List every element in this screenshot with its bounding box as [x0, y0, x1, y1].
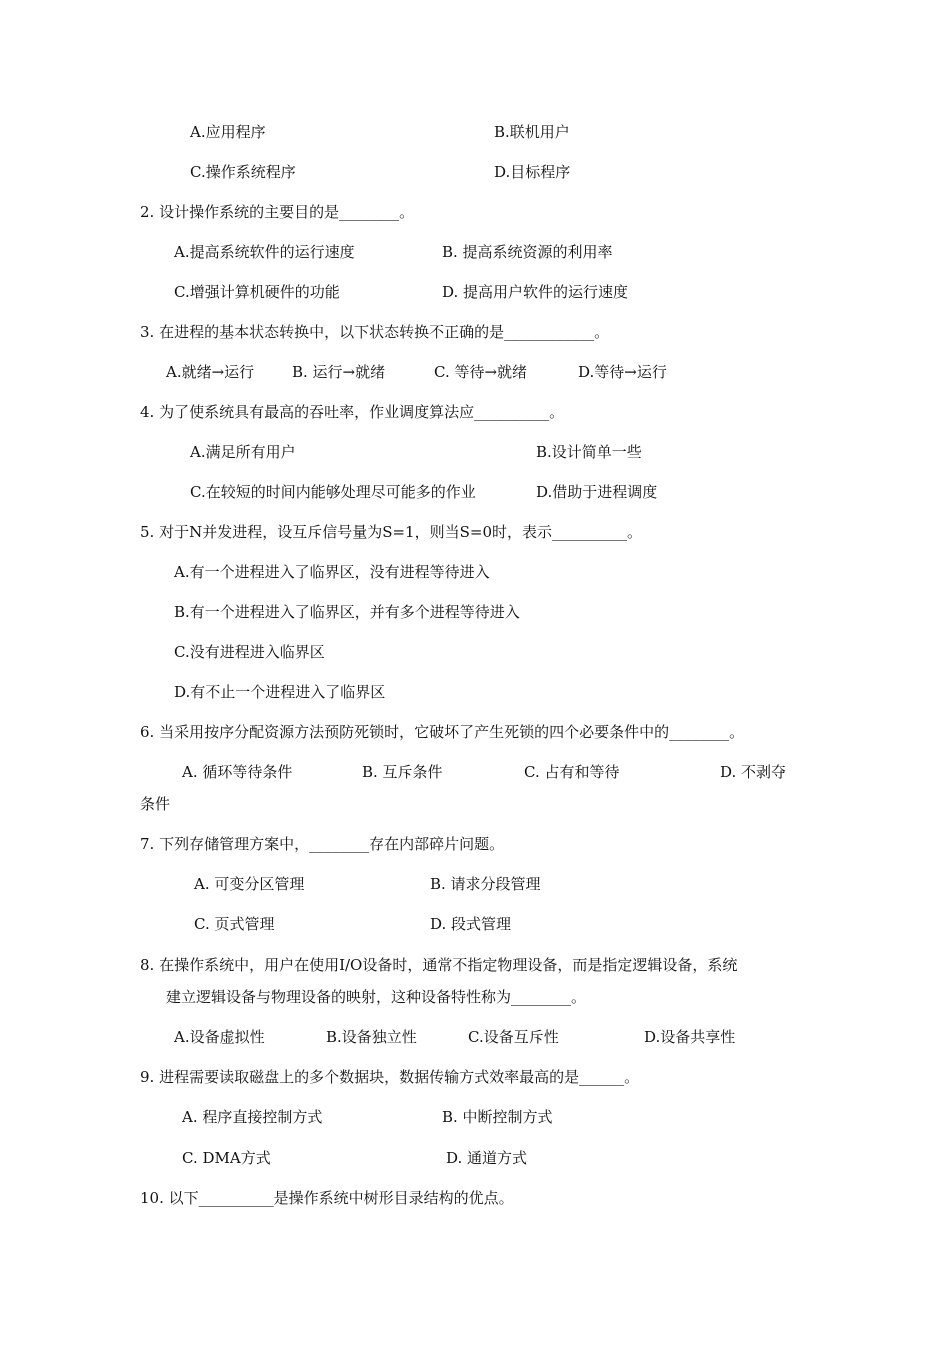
q2-stem: 2. 设计操作系统的主要目的是________。 [140, 203, 415, 221]
q4-option-c: C.在较短的时间内能够处理尽可能多的作业 [190, 483, 476, 501]
q4-option-d: D.借助于进程调度 [536, 483, 658, 501]
q9-option-d: D. 通道方式 [446, 1149, 528, 1167]
q9-option-a: A. 程序直接控制方式 [182, 1108, 323, 1126]
q5-option-c: C.没有进程进入临界区 [174, 643, 325, 661]
q3-stem: 3. 在进程的基本状态转换中，以下状态转换不正确的是____________。 [140, 323, 610, 341]
q2-option-c: C.增强计算机硬件的功能 [174, 283, 340, 301]
q3-option-d: D.等待→运行 [578, 363, 667, 381]
q9-option-c: C. DMA方式 [182, 1149, 271, 1167]
q2-option-d: D. 提高用户软件的运行速度 [442, 283, 629, 301]
q5-option-a: A.有一个进程进入了临界区，没有进程等待进入 [174, 563, 490, 581]
q1-option-c: C.操作系统程序 [190, 163, 296, 181]
q5-option-b: B.有一个进程进入了临界区，并有多个进程等待进入 [174, 603, 520, 621]
q8-option-d: D.设备共享性 [644, 1028, 736, 1046]
q6-stem: 6. 当采用按序分配资源方法预防死锁时，它破坏了产生死锁的四个必要条件中的________。 [140, 723, 745, 741]
q7-option-d: D. 段式管理 [430, 915, 512, 933]
q2-option-a: A.提高系统软件的运行速度 [174, 243, 355, 261]
q3-option-c: C. 等待→就绪 [434, 363, 528, 381]
q6-option-b: B. 互斥条件 [362, 763, 443, 781]
q9-option-b: B. 中断控制方式 [442, 1108, 553, 1126]
q8-option-c: C.设备互斥性 [468, 1028, 559, 1046]
q8-option-b: B.设备独立性 [326, 1028, 417, 1046]
q1-option-d: D.目标程序 [494, 163, 571, 181]
q4-option-a: A.满足所有用户 [190, 443, 296, 461]
q8-stem-line1: 8. 在操作系统中，用户在使用I/O设备时，通常不指定物理设备，而是指定逻辑设备，系统 [140, 956, 738, 974]
q5-option-d: D.有不止一个进程进入了临界区 [174, 683, 386, 701]
q8-option-a: A.设备虚拟性 [174, 1028, 265, 1046]
q6-option-d-wrap: 条件 [140, 795, 171, 813]
q7-option-a: A. 可变分区管理 [194, 875, 305, 893]
q6-option-a: A. 循环等待条件 [182, 763, 293, 781]
q5-stem: 5. 对于N并发进程，设互斥信号量为S=1，则当S=0时，表示__________。 [140, 523, 642, 541]
q2-option-b: B. 提高系统资源的利用率 [442, 243, 613, 261]
q1-option-b: B.联机用户 [494, 123, 570, 141]
q8-stem-line2: 建立逻辑设备与物理设备的映射，这种设备特性称为________。 [166, 988, 587, 1006]
q7-stem: 7. 下列存储管理方案中，________存在内部碎片问题。 [140, 835, 505, 853]
q6-option-d: D. 不剥夺 [720, 763, 787, 781]
q3-option-b: B. 运行→就绪 [292, 363, 386, 381]
q10-stem: 10. 以下__________是操作系统中树形目录结构的优点。 [140, 1189, 514, 1207]
q7-option-c: C. 页式管理 [194, 915, 275, 933]
q4-stem: 4. 为了使系统具有最高的吞吐率，作业调度算法应__________。 [140, 403, 565, 421]
q9-stem: 9. 进程需要读取磁盘上的多个数据块，数据传输方式效率最高的是______。 [140, 1068, 640, 1086]
q6-option-c: C. 占有和等待 [524, 763, 620, 781]
q3-option-a: A.就绪→运行 [166, 363, 255, 381]
q1-option-a: A.应用程序 [190, 123, 266, 141]
q7-option-b: B. 请求分段管理 [430, 875, 541, 893]
q4-option-b: B.设计简单一些 [536, 443, 642, 461]
